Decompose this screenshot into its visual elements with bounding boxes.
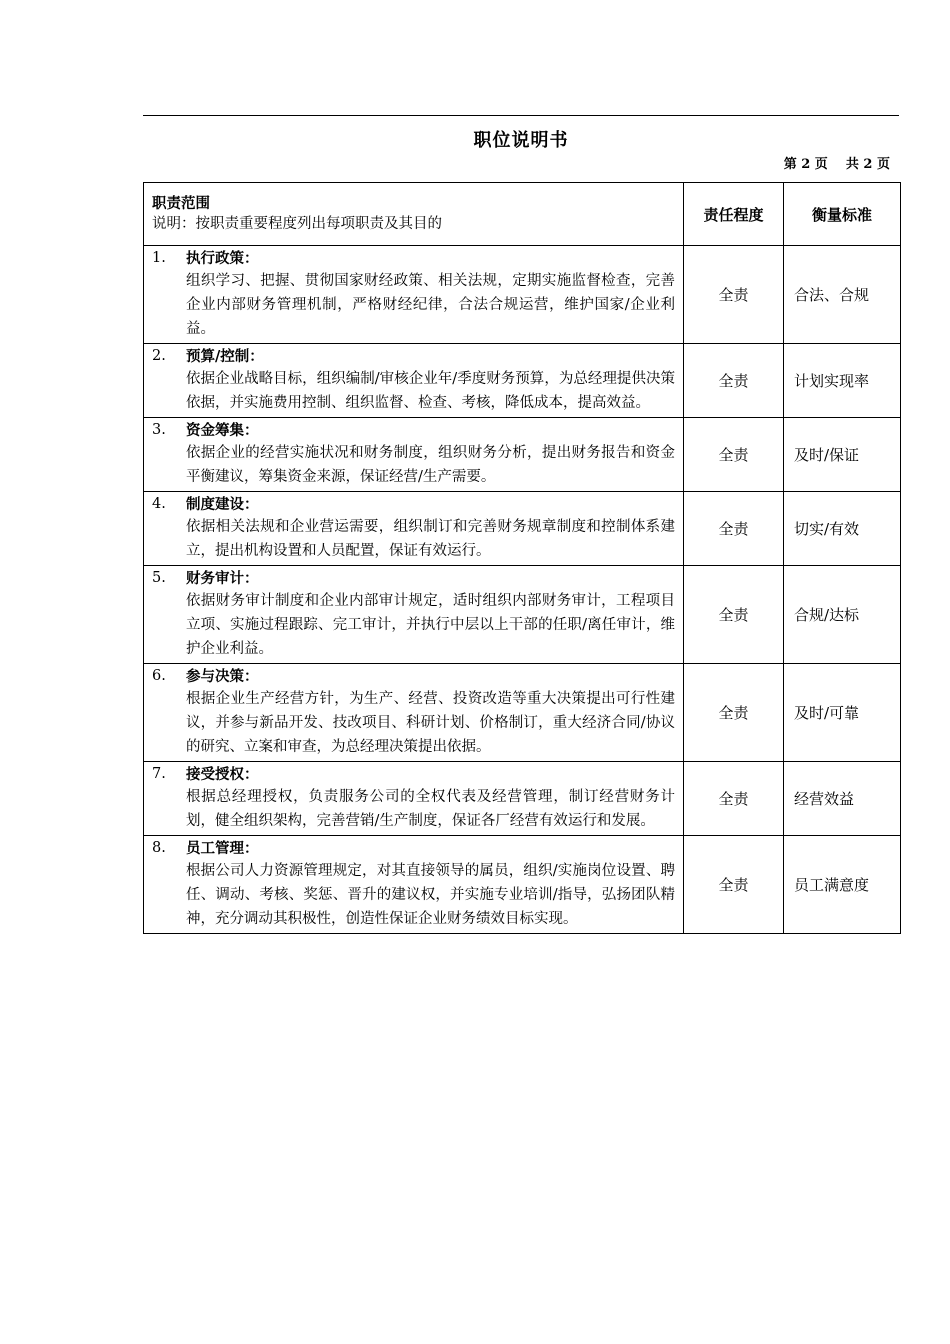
table-row	[144, 664, 901, 762]
duty-name: 执行政策：	[186, 250, 259, 267]
duty-description: 根据企业生产经营方针，为生产、经营、投资改造等重大决策提出可行性建议，并参与新品开发、技改项目、科研计划、价格制订，重大经济合同/协议的研究、立案和审查，为总经理决策提出依据。	[186, 691, 675, 755]
responsibility-cell: 全责	[684, 566, 784, 664]
duty-name: 接受授权：	[186, 766, 259, 783]
duty-description: 组织学习、把握、贯彻国家财经政策、相关法规，定期实施监督检查，完善企业内部财务管理机制，严格财经纪律，合法合规运营，维护国家/企业利益。	[186, 273, 675, 337]
duty-number: 8.	[152, 840, 166, 856]
duty-description: 依据企业的经营实施状况和财务制度，组织财务分析，提出财务报告和资金平衡建议，筹集资金来源，保证经营/生产需要。	[186, 445, 675, 485]
duty-description: 根据总经理授权，负责服务公司的全权代表及经营管理，制订经营财务计划，健全组织架构，完善营销/生产制度，保证各厂经营有效运行和发展。	[186, 789, 675, 829]
responsibility-column-header: 责任程度	[684, 183, 784, 246]
page-info: 第 2 页 共 2 页	[783, 157, 890, 172]
duty-description: 依据企业战略目标，组织编制/审核企业年/季度财务预算，为总经理提供决策依据，并实施费用控制、组织监督、检查、考核，降低成本，提高效益。	[186, 371, 675, 411]
responsibility-cell: 全责	[684, 344, 784, 418]
document-title: 职位说明书	[473, 130, 569, 151]
table-row	[144, 566, 901, 664]
duty-name: 员工管理：	[186, 840, 259, 857]
standard-cell: 切实/有效	[784, 492, 901, 566]
duty-name: 制度建设：	[186, 496, 259, 513]
standard-cell: 员工满意度	[784, 836, 901, 934]
duty-cell	[144, 836, 684, 934]
duty-number: 5.	[152, 570, 166, 586]
responsibility-cell: 全责	[684, 246, 784, 344]
duty-number: 6.	[152, 668, 166, 684]
table-header-row	[144, 183, 901, 246]
duty-cell	[144, 566, 684, 664]
standard-cell: 经营效益	[784, 762, 901, 836]
duties-body	[144, 246, 901, 934]
table-row	[144, 762, 901, 836]
duty-description: 依据相关法规和企业营运需要，组织制订和完善财务规章制度和控制体系建立，提出机构设置和人员配置，保证有效运行。	[186, 519, 675, 559]
duty-cell	[144, 418, 684, 492]
duty-heading	[152, 764, 675, 785]
scope-note: 说明：按职责重要程度列出每项职责及其目的	[152, 216, 442, 232]
duty-heading	[152, 346, 675, 367]
duty-description: 根据公司人力资源管理规定，对其直接领导的属员，组织/实施岗位设置、聘任、调动、考核、奖惩、晋升的建议权，并实施专业培训/指导，弘扬团队精神，充分调动其积极性，创造性保证企业财务绩效目标实现。	[186, 863, 675, 927]
duty-cell	[144, 246, 684, 344]
duty-number: 4.	[152, 496, 166, 512]
duty-description: 依据财务审计制度和企业内部审计规定，适时组织内部财务审计，工程项目立项、实施过程跟踪、完工审计，并执行中层以上干部的任职/离任审计，维护企业利益。	[186, 593, 675, 657]
duties-table	[143, 182, 901, 934]
duty-number: 3.	[152, 422, 166, 438]
duty-cell	[144, 344, 684, 418]
table-row	[144, 418, 901, 492]
table-row	[144, 836, 901, 934]
duty-heading	[152, 248, 675, 269]
duty-number: 7.	[152, 766, 166, 782]
scope-title: 职责范围	[152, 195, 210, 212]
scope-header-cell	[144, 183, 684, 246]
duty-name: 资金筹集：	[186, 422, 259, 439]
standard-cell: 合规/达标	[784, 566, 901, 664]
table-row	[144, 492, 901, 566]
standard-column-header: 衡量标准	[784, 183, 901, 246]
responsibility-cell: 全责	[684, 664, 784, 762]
duty-number: 1.	[152, 250, 166, 266]
standard-cell: 合法、合规	[784, 246, 901, 344]
duty-heading	[152, 494, 675, 515]
responsibility-cell: 全责	[684, 492, 784, 566]
duty-heading	[152, 666, 675, 687]
duty-heading	[152, 568, 675, 589]
standard-cell: 及时/可靠	[784, 664, 901, 762]
duty-name: 参与决策：	[186, 668, 259, 685]
duty-heading	[152, 838, 675, 859]
responsibility-cell: 全责	[684, 418, 784, 492]
standard-cell: 计划实现率	[784, 344, 901, 418]
duty-name: 预算/控制：	[186, 348, 264, 365]
duty-cell	[144, 664, 684, 762]
duty-cell	[144, 492, 684, 566]
responsibility-cell: 全责	[684, 762, 784, 836]
duty-number: 2.	[152, 348, 166, 364]
duty-name: 财务审计：	[186, 570, 259, 587]
table-row	[144, 344, 901, 418]
header-rule	[143, 115, 899, 116]
table-row	[144, 246, 901, 344]
responsibility-cell: 全责	[684, 836, 784, 934]
duty-heading	[152, 420, 675, 441]
duty-cell	[144, 762, 684, 836]
standard-cell: 及时/保证	[784, 418, 901, 492]
